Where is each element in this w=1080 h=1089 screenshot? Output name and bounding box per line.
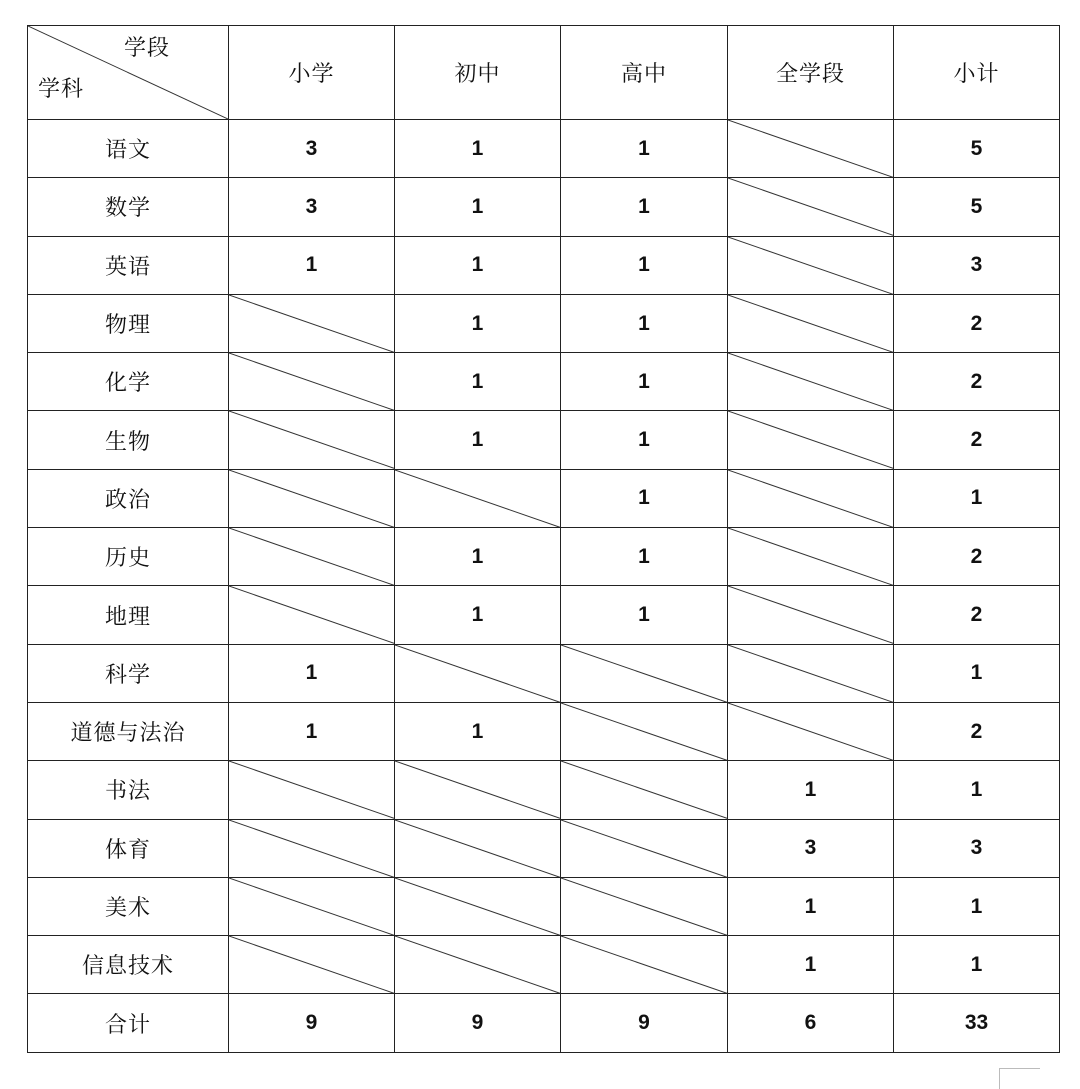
diagonal-strike — [229, 295, 394, 352]
table-cell: 1 — [728, 761, 894, 819]
table-cell: 1 — [561, 528, 728, 586]
row-subject-label: 美术 — [28, 877, 229, 935]
table-cell: 1 — [561, 178, 728, 236]
table-cell-not-applicable — [395, 819, 561, 877]
table-cell: 5 — [894, 120, 1060, 178]
table-cell-not-applicable — [728, 236, 894, 294]
table-cell-not-applicable — [728, 702, 894, 760]
diagonal-strike — [395, 761, 560, 818]
table-row — [28, 236, 1060, 294]
table-cell: 2 — [894, 586, 1060, 644]
row-subject-label: 物理 — [28, 294, 229, 352]
table-cell: 9 — [561, 994, 728, 1052]
table-cell-not-applicable — [728, 411, 894, 469]
row-subject-label: 英语 — [28, 236, 229, 294]
table-cell: 1 — [894, 936, 1060, 994]
table-cell-not-applicable — [229, 469, 395, 527]
table-row — [28, 936, 1060, 994]
table-cell-not-applicable — [229, 819, 395, 877]
table-row — [28, 353, 1060, 411]
table-cell: 1 — [395, 236, 561, 294]
table-cell-not-applicable — [561, 761, 728, 819]
table-cell: 1 — [561, 411, 728, 469]
table-cell-not-applicable — [395, 469, 561, 527]
row-subject-label: 信息技术 — [28, 936, 229, 994]
table-cell-not-applicable — [395, 877, 561, 935]
table-cell: 3 — [894, 236, 1060, 294]
diagonal-strike — [561, 703, 727, 760]
row-subject-label: 数学 — [28, 178, 229, 236]
table-row — [28, 294, 1060, 352]
table-cell: 1 — [561, 294, 728, 352]
table-cell-not-applicable — [229, 411, 395, 469]
table-cell-not-applicable — [728, 528, 894, 586]
table-cell: 1 — [561, 236, 728, 294]
table-cell: 5 — [894, 178, 1060, 236]
table-cell: 1 — [894, 469, 1060, 527]
table-cell: 1 — [561, 469, 728, 527]
diagonal-strike — [561, 645, 727, 702]
table-row — [28, 120, 1060, 178]
column-header-subtotal: 小计 — [894, 26, 1060, 120]
diagonal-strike — [728, 586, 893, 643]
table-cell: 1 — [894, 877, 1060, 935]
table-cell-not-applicable — [728, 469, 894, 527]
diagonal-strike — [229, 528, 394, 585]
table-cell: 2 — [894, 294, 1060, 352]
table-cell-not-applicable — [395, 761, 561, 819]
table-cell: 1 — [561, 120, 728, 178]
table-cell: 1 — [894, 644, 1060, 702]
table-cell-not-applicable — [728, 294, 894, 352]
row-subject-label: 合计 — [28, 994, 229, 1052]
table-cell: 2 — [894, 528, 1060, 586]
table-cell: 1 — [395, 294, 561, 352]
diagonal-strike — [229, 470, 394, 527]
row-subject-label: 政治 — [28, 469, 229, 527]
table-cell-not-applicable — [561, 936, 728, 994]
table-cell-not-applicable — [229, 528, 395, 586]
diagonal-strike — [395, 820, 560, 877]
table-cell: 6 — [728, 994, 894, 1052]
table-cell: 9 — [395, 994, 561, 1052]
table-row — [28, 411, 1060, 469]
diagonal-strike — [728, 178, 893, 235]
diagonal-strike — [395, 878, 560, 935]
table-row — [28, 644, 1060, 702]
table-cell: 3 — [229, 120, 395, 178]
table-cell-not-applicable — [561, 819, 728, 877]
table-cell-not-applicable — [728, 353, 894, 411]
table-cell: 33 — [894, 994, 1060, 1052]
table-cell-not-applicable — [728, 586, 894, 644]
row-subject-label: 书法 — [28, 761, 229, 819]
table-cell-not-applicable — [395, 644, 561, 702]
diagonal-strike — [728, 528, 893, 585]
diagonal-strike — [728, 703, 893, 760]
table-cell: 1 — [229, 702, 395, 760]
table-cell-not-applicable — [229, 294, 395, 352]
diagonal-strike — [728, 470, 893, 527]
corner-label-subject: 学科 — [38, 77, 85, 102]
diagonal-strike — [395, 645, 560, 702]
table-row — [28, 586, 1060, 644]
column-header-all-stages: 全学段 — [728, 26, 894, 120]
table-cell: 1 — [728, 936, 894, 994]
table-cell: 9 — [229, 994, 395, 1052]
table-row — [28, 877, 1060, 935]
diagonal-strike — [561, 761, 727, 818]
row-subject-label: 化学 — [28, 353, 229, 411]
table-cell: 1 — [395, 411, 561, 469]
column-header-senior: 高中 — [561, 26, 728, 120]
table-cell-not-applicable — [229, 877, 395, 935]
diagonal-strike — [229, 761, 394, 818]
table-cell: 1 — [395, 586, 561, 644]
diagonal-strike — [561, 936, 727, 993]
diagonal-strike — [728, 353, 893, 410]
row-subject-label: 体育 — [28, 819, 229, 877]
row-subject-label: 生物 — [28, 411, 229, 469]
table-cell: 1 — [395, 528, 561, 586]
diagonal-strike — [728, 237, 893, 294]
diagonal-strike — [395, 936, 560, 993]
table-cell: 2 — [894, 411, 1060, 469]
table-cell: 1 — [395, 702, 561, 760]
table-row — [28, 469, 1060, 527]
header-row — [28, 26, 1060, 120]
diagonal-strike — [728, 295, 893, 352]
table-cell: 1 — [395, 178, 561, 236]
table-cell-not-applicable — [561, 644, 728, 702]
table-cell-not-applicable — [229, 761, 395, 819]
table-cell: 1 — [561, 353, 728, 411]
table-cell: 3 — [229, 178, 395, 236]
table-cell: 1 — [894, 761, 1060, 819]
diagonal-strike — [229, 820, 394, 877]
diagonal-strike — [728, 120, 893, 177]
row-subject-label: 地理 — [28, 586, 229, 644]
table-cell: 3 — [894, 819, 1060, 877]
table-cell-not-applicable — [561, 877, 728, 935]
table-cell-not-applicable — [395, 936, 561, 994]
table-cell: 1 — [561, 586, 728, 644]
row-subject-label: 语文 — [28, 120, 229, 178]
table-cell: 1 — [395, 353, 561, 411]
table-cell: 1 — [395, 120, 561, 178]
row-subject-label: 科学 — [28, 644, 229, 702]
column-header-junior: 初中 — [395, 26, 561, 120]
table-cell: 1 — [229, 236, 395, 294]
table-cell: 2 — [894, 353, 1060, 411]
table-cell-not-applicable — [728, 120, 894, 178]
table-cell-not-applicable — [229, 936, 395, 994]
table-cell-not-applicable — [728, 178, 894, 236]
diagonal-strike — [728, 645, 893, 702]
corner-header-cell — [28, 26, 229, 120]
table-cell-not-applicable — [229, 586, 395, 644]
diagonal-strike — [728, 411, 893, 468]
table-cell: 1 — [229, 644, 395, 702]
diagonal-strike — [395, 470, 560, 527]
table-row — [28, 702, 1060, 760]
page-corner-mark — [999, 1068, 1040, 1089]
table-cell-not-applicable — [229, 353, 395, 411]
table-cell: 3 — [728, 819, 894, 877]
diagonal-strike — [229, 586, 394, 643]
row-subject-label: 道德与法治 — [28, 702, 229, 760]
diagonal-strike — [229, 353, 394, 410]
table-row — [28, 528, 1060, 586]
total-row — [28, 994, 1060, 1052]
table-cell-not-applicable — [728, 644, 894, 702]
table-cell: 2 — [894, 702, 1060, 760]
table-row — [28, 178, 1060, 236]
table-cell: 1 — [728, 877, 894, 935]
corner-label-stage: 学段 — [123, 36, 170, 61]
table-cell-not-applicable — [561, 702, 728, 760]
table-row — [28, 761, 1060, 819]
table-row — [28, 819, 1060, 877]
diagonal-strike — [229, 411, 394, 468]
diagonal-strike — [561, 820, 727, 877]
row-subject-label: 历史 — [28, 528, 229, 586]
diagonal-strike — [229, 936, 394, 993]
subject-staff-table — [27, 25, 1060, 1053]
diagonal-strike — [561, 878, 727, 935]
column-header-primary: 小学 — [229, 26, 395, 120]
diagonal-strike — [229, 878, 394, 935]
